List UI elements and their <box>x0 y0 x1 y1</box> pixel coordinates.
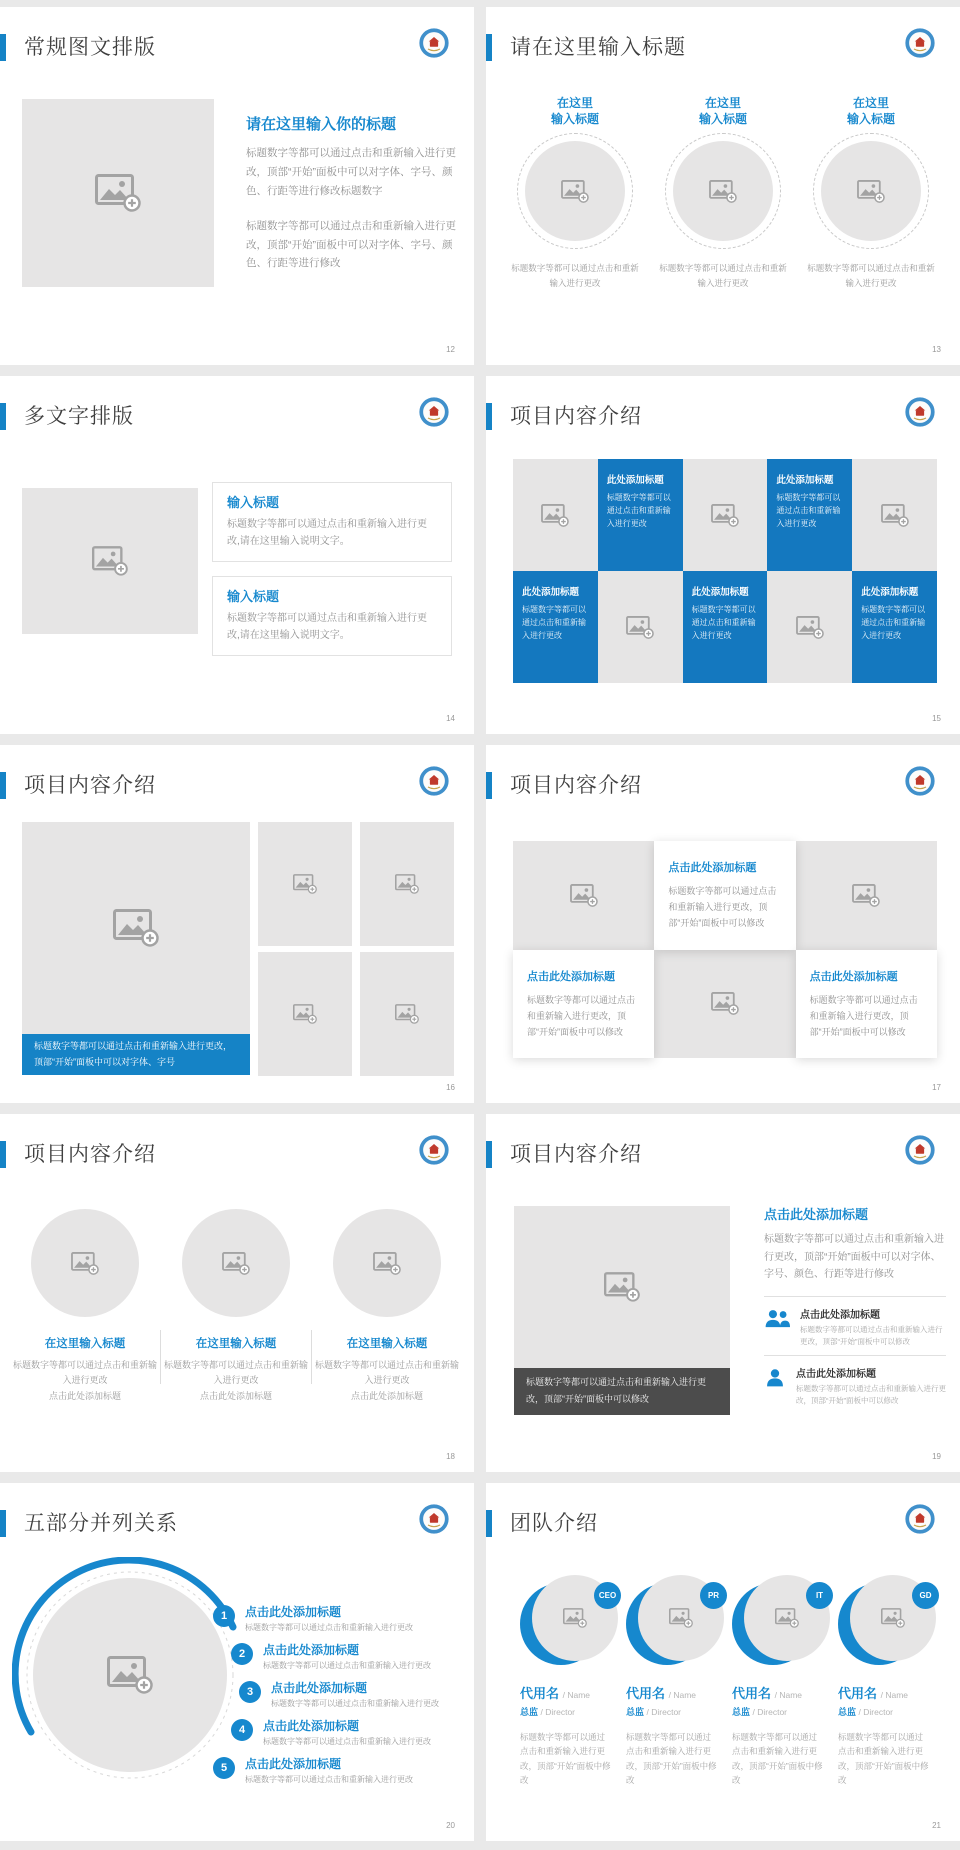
page-number: 21 <box>932 1821 941 1830</box>
step-item <box>263 1641 474 1671</box>
dashed-ring <box>813 133 929 249</box>
image-add-icon <box>113 909 159 947</box>
image-add-icon <box>796 616 824 639</box>
slide-12[interactable] <box>0 7 474 365</box>
step-text: 标题数字等都可以通过点击和重新输入进行更改 <box>245 1623 413 1632</box>
slide-16[interactable] <box>0 745 474 1103</box>
school-logo-icon <box>419 1135 449 1165</box>
circle-item <box>807 95 935 290</box>
image-add-icon <box>711 504 739 527</box>
step-text: 标题数字等都可以通过点击和重新输入进行更改 <box>263 1661 431 1670</box>
image-add-icon <box>709 180 737 203</box>
title-accent-bar <box>486 1510 492 1537</box>
title-accent-bar <box>0 1510 6 1537</box>
divider <box>160 1330 161 1384</box>
item-caption: 标题数字等都可以通过点击和重新输入进行更改 点击此处添加标题 <box>12 1360 157 1401</box>
image-placeholder[interactable] <box>22 822 250 1034</box>
step-number: 2 <box>231 1643 253 1665</box>
image-add-icon <box>881 1608 905 1628</box>
slide-13[interactable] <box>486 7 960 365</box>
image-placeholder[interactable] <box>598 571 683 683</box>
circle-item <box>511 95 639 290</box>
title-accent-bar <box>0 1141 6 1168</box>
text-cell <box>654 841 795 950</box>
text-box <box>212 576 452 656</box>
step-item <box>271 1679 474 1709</box>
step-text: 标题数字等都可以通过点击和重新输入进行更改 <box>263 1737 431 1746</box>
text-cell <box>796 950 937 1059</box>
mixed-grid <box>513 841 937 1055</box>
slide-18[interactable] <box>0 1114 474 1472</box>
image-placeholder[interactable] <box>360 822 454 946</box>
page-number: 14 <box>446 714 455 723</box>
member-name: 代用名 / Name <box>520 1686 591 1701</box>
image-add-icon <box>626 616 654 639</box>
slide-15[interactable] <box>486 376 960 734</box>
page-number: 17 <box>932 1083 941 1092</box>
role-badge: IT <box>806 1582 833 1609</box>
image-add-icon <box>563 1608 587 1628</box>
text-box <box>212 482 452 562</box>
image-add-icon <box>711 992 739 1015</box>
slide-21[interactable] <box>486 1483 960 1841</box>
image-add-icon <box>604 1272 640 1302</box>
tile-body: 标题数字等都可以通过点击和重新输入进行更改 <box>522 605 586 640</box>
box-body: 标题数字等都可以通过点击和重新输入进行更改,请在这里输入说明文字。 <box>227 613 427 641</box>
tile-body: 标题数字等都可以通过点击和重新输入进行更改 <box>776 493 841 528</box>
tile-heading: 此处添加标题 <box>522 587 580 598</box>
member-name: 代用名 / Name <box>732 1686 803 1701</box>
slide-19[interactable] <box>486 1114 960 1472</box>
step-heading: 点击此处添加标题 <box>271 1681 368 1695</box>
member-text: 标题数字等都可以通过点击和重新输入进行更改，顶部“开始”面板中修改 <box>732 1732 823 1786</box>
tile-body: 标题数字等都可以通过点击和重新输入进行更改 <box>606 493 671 528</box>
list-item <box>764 1296 946 1355</box>
item-caption: 标题数字等都可以通过点击和重新输入进行更改 <box>807 263 935 288</box>
title-accent-bar <box>486 1141 492 1168</box>
image-placeholder[interactable] <box>182 1209 290 1317</box>
page-number: 13 <box>932 345 941 354</box>
image-add-icon <box>222 1252 250 1275</box>
paragraph: 标题数字等都可以通过点击和重新输入进行更改，顶部“开始”面板中可以对字体、字号、颜色、行距等进行修改标题数字 <box>246 147 456 197</box>
title-accent-bar <box>486 403 492 430</box>
dashed-ring <box>517 133 633 249</box>
circle-item <box>312 1209 462 1404</box>
paragraph: 标题数字等都可以通过点击和重新输入进行更改，顶部“开始”面板中可以对字体、字号、颜色、行距等进行修改 <box>764 1234 944 1280</box>
divider <box>311 1330 312 1384</box>
step-number: 1 <box>213 1605 235 1627</box>
member-text: 标题数字等都可以通过点击和重新输入进行更改，顶部“开始”面板中修改 <box>520 1732 611 1786</box>
image-placeholder[interactable] <box>333 1209 441 1317</box>
item-heading: 在这里 输入标题 <box>846 96 895 127</box>
step-item <box>245 1755 457 1785</box>
role-badge: GD <box>912 1582 939 1609</box>
item-text: 标题数字等都可以通过点击和重新输入进行更改，顶部“开始”面板中可以修改 <box>800 1324 943 1346</box>
checkerboard-grid <box>513 459 937 683</box>
image-placeholder[interactable] <box>22 488 198 634</box>
title-accent-bar <box>486 34 492 61</box>
page-number: 19 <box>932 1452 941 1461</box>
image-placeholder[interactable] <box>673 141 773 241</box>
image-add-icon <box>373 1252 401 1275</box>
item-heading: 在这里输入标题 <box>346 1338 428 1350</box>
image-add-icon <box>293 1004 317 1024</box>
item-heading: 点击此处添加标题 <box>800 1309 880 1321</box>
school-logo-icon <box>905 1504 935 1534</box>
box-heading: 输入标题 <box>227 589 280 604</box>
slide-title: 项目内容介绍 <box>24 774 156 797</box>
school-logo-icon <box>419 397 449 427</box>
box-body: 标题数字等都可以通过点击和重新输入进行更改,请在这里输入说明文字。 <box>227 519 427 547</box>
blue-text-tile <box>598 459 683 571</box>
blue-text-tile <box>683 571 768 683</box>
avatar <box>520 1575 618 1669</box>
image-add-icon <box>881 504 909 527</box>
text-block <box>764 1204 946 1414</box>
title-accent-bar <box>486 772 492 799</box>
slide-title: 常规图文排版 <box>24 36 156 59</box>
image-add-icon <box>395 874 419 894</box>
item-heading: 在这里输入标题 <box>44 1338 126 1350</box>
cell-body: 标题数字等都可以通过点击和重新输入进行更改，顶部“开始”面板中可以修改 <box>527 994 636 1037</box>
school-logo-icon <box>419 766 449 796</box>
member-role: 总监 / Director <box>732 1707 788 1717</box>
page-number: 18 <box>446 1452 455 1461</box>
step-number: 3 <box>239 1681 261 1703</box>
slide-title: 五部分并列关系 <box>24 1512 178 1535</box>
image-add-icon <box>95 174 141 212</box>
slide-14[interactable] <box>0 376 474 734</box>
text-block <box>246 113 460 289</box>
member-role: 总监 / Director <box>520 1707 576 1717</box>
avatar <box>732 1575 830 1669</box>
image-placeholder[interactable] <box>33 1578 227 1772</box>
step-number: 4 <box>231 1719 253 1741</box>
item-caption: 标题数字等都可以通过点击和重新输入进行更改 点击此处添加标题 <box>163 1360 308 1401</box>
avatar <box>838 1575 936 1669</box>
team-member <box>626 1575 726 1788</box>
blue-text-tile <box>767 459 852 571</box>
cell-heading: 点击此处添加标题 <box>527 970 615 983</box>
blue-text-tile <box>852 571 937 683</box>
circle-item <box>161 1209 311 1404</box>
slide-17[interactable] <box>486 745 960 1103</box>
tile-body: 标题数字等都可以通过点击和重新输入进行更改 <box>691 605 756 640</box>
image-placeholder[interactable] <box>683 459 768 571</box>
member-role: 总监 / Director <box>838 1707 894 1717</box>
member-name: 代用名 / Name <box>626 1686 697 1701</box>
image-placeholder[interactable] <box>852 459 937 571</box>
slide-title: 多文字排版 <box>24 405 134 428</box>
slide-title: 项目内容介绍 <box>510 774 642 797</box>
slide-title: 项目内容介绍 <box>510 1143 642 1166</box>
title-accent-bar <box>0 772 6 799</box>
circle-items-row <box>486 95 960 290</box>
image-placeholder[interactable] <box>513 841 654 950</box>
box-heading: 输入标题 <box>227 495 280 510</box>
item-heading: 在这里输入标题 <box>195 1338 277 1350</box>
blue-text-tile <box>513 571 598 683</box>
member-role: 总监 / Director <box>626 1707 682 1717</box>
image-add-icon <box>541 504 569 527</box>
step-text: 标题数字等都可以通过点击和重新输入进行更改 <box>245 1775 413 1784</box>
title-accent-bar <box>0 34 6 61</box>
image-placeholder[interactable] <box>258 822 352 946</box>
tile-heading: 此处添加标题 <box>861 587 919 598</box>
slide-title: 项目内容介绍 <box>510 405 642 428</box>
step-text: 标题数字等都可以通过点击和重新输入进行更改 <box>271 1699 439 1708</box>
list-item <box>764 1355 946 1414</box>
step-heading: 点击此处添加标题 <box>245 1605 342 1619</box>
step-heading: 点击此处添加标题 <box>245 1757 342 1771</box>
image-add-icon <box>293 874 317 894</box>
slide-title: 项目内容介绍 <box>24 1143 156 1166</box>
image-placeholder[interactable] <box>796 841 937 950</box>
team-member <box>838 1575 938 1788</box>
item-caption: 标题数字等都可以通过点击和重新输入进行更改 点击此处添加标题 <box>314 1360 459 1401</box>
circle-item <box>10 1209 160 1404</box>
page-number: 15 <box>932 714 941 723</box>
school-logo-icon <box>905 1135 935 1165</box>
user-icon <box>764 1368 786 1388</box>
tile-heading: 此处添加标题 <box>776 475 834 486</box>
step-item <box>245 1603 457 1633</box>
image-placeholder[interactable] <box>767 571 852 683</box>
tile-heading: 此处添加标题 <box>691 587 749 598</box>
circle-item <box>659 95 787 290</box>
text-cell <box>513 950 654 1059</box>
dashed-ring <box>665 133 781 249</box>
image-add-icon <box>852 884 880 907</box>
slide-title: 团队介绍 <box>510 1512 598 1535</box>
tile-heading: 此处添加标题 <box>606 475 664 486</box>
school-logo-icon <box>419 28 449 58</box>
role-badge: PR <box>700 1582 727 1609</box>
image-add-icon <box>71 1252 99 1275</box>
image-placeholder[interactable] <box>654 950 795 1059</box>
cell-heading: 点击此处添加标题 <box>668 862 757 874</box>
cell-body: 标题数字等都可以通过点击和重新输入进行更改，顶部“开始”面板中可以修改 <box>809 994 918 1037</box>
image-add-icon <box>570 884 598 907</box>
team-member <box>520 1575 620 1788</box>
block-heading: 点击此处添加标题 <box>764 1207 869 1222</box>
image-placeholder[interactable] <box>258 952 352 1076</box>
image-add-icon <box>561 180 589 203</box>
cell-heading: 点击此处添加标题 <box>809 970 898 983</box>
image-placeholder[interactable] <box>513 459 598 571</box>
member-text: 标题数字等都可以通过点击和重新输入进行更改，顶部“开始”面板中修改 <box>838 1732 929 1786</box>
slide-title: 请在这里输入标题 <box>510 36 686 59</box>
item-heading: 在这里 输入标题 <box>698 96 747 127</box>
step-heading: 点击此处添加标题 <box>263 1719 360 1733</box>
image-placeholder[interactable] <box>31 1209 139 1317</box>
school-logo-icon <box>905 766 935 796</box>
school-logo-icon <box>905 397 935 427</box>
page-number: 12 <box>446 345 455 354</box>
step-heading: 点击此处添加标题 <box>263 1643 360 1657</box>
cell-body: 标题数字等都可以通过点击和重新输入进行更改，顶部“开始”面板中可以修改 <box>668 886 777 929</box>
member-name: 代用名 / Name <box>838 1686 909 1701</box>
page-number: 20 <box>446 1821 455 1830</box>
image-add-icon <box>857 180 885 203</box>
image-placeholder[interactable] <box>525 141 625 241</box>
school-logo-icon <box>419 1504 449 1534</box>
slide-20[interactable] <box>0 1483 474 1841</box>
role-badge: CEO <box>594 1582 621 1609</box>
paragraph: 标题数字等都可以通过点击和重新输入进行更改，顶部“开始”面板中可以对字体、字号、颜色、行距等进行修改 <box>246 219 456 270</box>
image-add-icon <box>92 546 128 576</box>
image-add-icon <box>775 1608 799 1628</box>
caption-bar-dark: 标题数字等都可以通过点击和重新输入进行更改，顶部“开始”面板中可以修改 <box>514 1368 730 1415</box>
school-logo-icon <box>905 28 935 58</box>
image-add-icon <box>395 1004 419 1024</box>
image-add-icon <box>669 1608 693 1628</box>
item-caption: 标题数字等都可以通过点击和重新输入进行更改 <box>659 263 787 288</box>
image-placeholder[interactable] <box>514 1206 730 1368</box>
image-placeholder[interactable] <box>821 141 921 241</box>
item-text: 标题数字等都可以通过点击和重新输入进行更改，顶部“开始”面板中可以修改 <box>796 1383 946 1405</box>
item-heading: 在这里 输入标题 <box>550 96 599 127</box>
step-item <box>263 1717 474 1747</box>
caption-bar: 标题数字等都可以通过点击和重新输入进行更改，顶部“开始”面板中可以对字体、字号 <box>22 1034 250 1075</box>
title-accent-bar <box>0 403 6 430</box>
team-member <box>732 1575 832 1788</box>
member-text: 标题数字等都可以通过点击和重新输入进行更改，顶部“开始”面板中修改 <box>626 1732 717 1786</box>
users-icon <box>764 1309 790 1329</box>
image-placeholder[interactable] <box>22 99 214 287</box>
image-add-icon <box>107 1656 153 1694</box>
tile-body: 标题数字等都可以通过点击和重新输入进行更改 <box>861 605 926 640</box>
image-placeholder[interactable] <box>360 952 454 1076</box>
item-caption: 标题数字等都可以通过点击和重新输入进行更改 <box>511 263 639 288</box>
avatar <box>626 1575 724 1669</box>
step-number: 5 <box>213 1757 235 1779</box>
page-number: 16 <box>446 1083 455 1092</box>
item-heading: 点击此处添加标题 <box>796 1368 876 1380</box>
block-heading: 请在这里输入你的标题 <box>246 116 397 133</box>
